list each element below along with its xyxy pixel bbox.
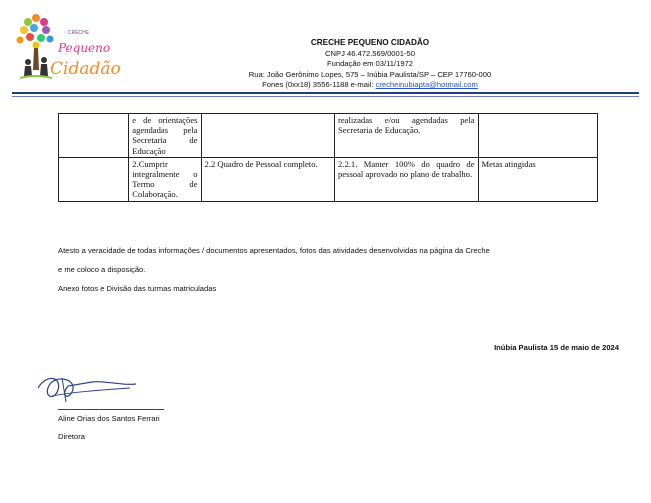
table-cell: e de orientações agendadas pela Secretaria de Educação	[129, 114, 201, 158]
table-cell	[201, 114, 334, 158]
founded-date: Fundação em 03/11/1972	[327, 59, 413, 69]
org-name: CRECHE PEQUENO CIDADÃO	[310, 38, 430, 47]
tree-canopy-icon	[17, 14, 54, 49]
table-cell: Metas atingidas	[478, 157, 597, 201]
logo-word-2: Cidadão	[50, 59, 121, 79]
creche-logo	[10, 8, 121, 90]
tree-trunk-icon	[33, 48, 39, 70]
attestation-paragraph: Atesto a veracidade de todas informações / documentos apresentados, fotos das atividades desenvolvidas na página da Creche	[58, 246, 490, 255]
contact-line	[210, 80, 530, 91]
header-divider	[12, 92, 639, 94]
logo-word-1: Pequeno	[58, 41, 111, 55]
signer-name: Aline Orias dos Santos Ferrari	[58, 414, 160, 423]
table-row	[59, 114, 598, 158]
email-link[interactable]: crecheinubiapta@hotmail.com	[375, 80, 478, 90]
table-cell	[478, 114, 597, 158]
signature-line	[58, 409, 164, 410]
table-cell	[59, 114, 129, 158]
phones: Fones (0xx18) 3556-1188 e-mail:	[262, 80, 376, 90]
table-cell: 2.2 Quadro de Pessoal completo.	[201, 157, 334, 201]
cnpj: CNPJ 46.472.569/0001-50	[325, 48, 415, 58]
table-cell: realizadas e/ou agendadas pela Secretaria de Educação.	[335, 114, 479, 158]
attestation-paragraph-cont: e me coloco a disposição.	[58, 265, 146, 274]
attachments-note: Anexo fotos e Divisão das turmas matriculadas	[58, 284, 217, 293]
address: Rua: João Gerônimo Lopes, 575 – Inúbia Paulista/SP – CEP 17760-000	[248, 69, 492, 79]
handwritten-signature	[32, 366, 147, 410]
header-divider-thin	[12, 96, 639, 97]
place-date: Inúbia Paulista 15 de maio de 2024	[494, 343, 619, 352]
logo-small-text: CRECHE	[68, 30, 90, 36]
goals-table	[58, 113, 598, 202]
table-cell: 2.Cumprir integralmente o Termo de Colaboração.	[129, 157, 201, 201]
table-row	[59, 157, 598, 201]
signer-role: Diretora	[58, 432, 86, 441]
table-cell	[59, 157, 129, 201]
table-cell: 2.2.1. Manter 100% do quadro de pessoal aprovado no plano de trabalho.	[335, 157, 479, 201]
letterhead	[210, 38, 530, 91]
